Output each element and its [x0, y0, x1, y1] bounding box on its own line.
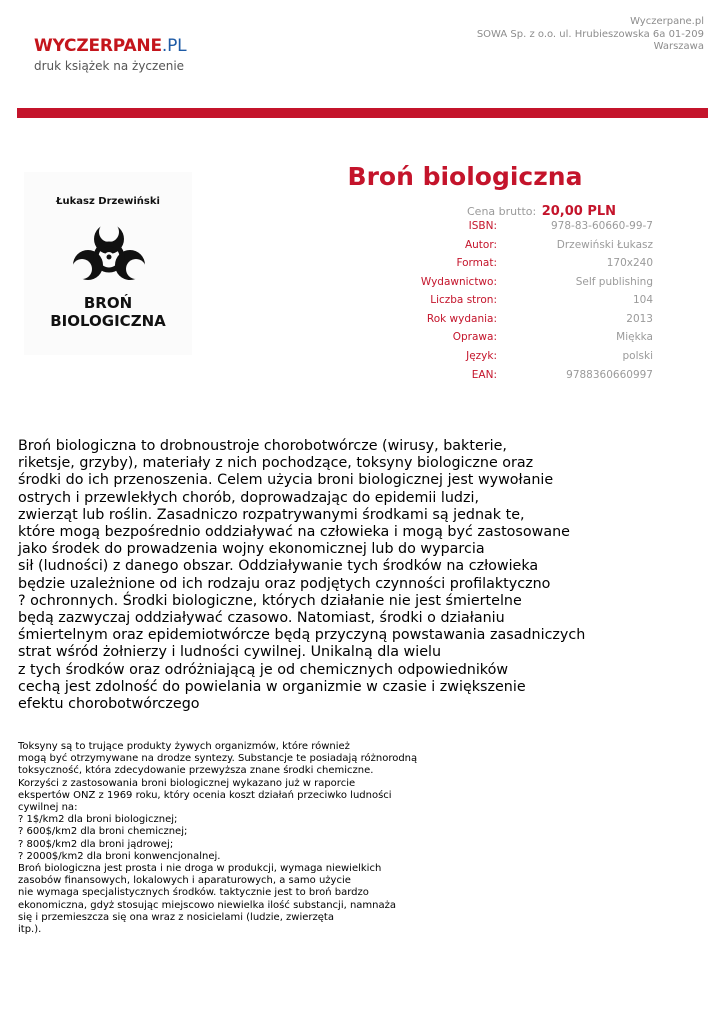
book-description: [18, 438, 718, 713]
logo-suffix: .PL: [161, 36, 187, 56]
biohazard-icon: [59, 219, 159, 291]
spec-label: EAN:: [471, 369, 497, 381]
details-line: Broń biologiczna jest prosta i nie droga w produkcji, wymaga niewielkich: [18, 863, 382, 875]
logo-wordmark: [34, 36, 186, 56]
spec-value: polski: [622, 350, 653, 362]
site-logo[interactable]: [34, 36, 186, 73]
description-line: które mogą bezpośrednio oddziaływać na człowieka i mogą być zastosowane: [18, 524, 570, 541]
company-line: Warszawa: [653, 41, 704, 52]
description-line: będzie uzależnione od ich rodzaju oraz podjętych czynności profilaktyczno: [18, 575, 551, 592]
spec-value: 978-83-60660-99-7: [550, 220, 653, 232]
book-title: Broń biologiczna: [347, 162, 583, 191]
details-line: ? 800$/km2 dla broni jądrowej;: [18, 838, 174, 850]
description-line: zwierząt lub roślin. Zasadniczo rozpatrywanymi środkami są jednak te,: [18, 506, 525, 523]
spec-row-language: [340, 349, 653, 363]
spec-label: Oprawa:: [452, 331, 497, 343]
logo-tagline: druk książek na życzenie: [34, 59, 185, 73]
spec-row-author: [340, 238, 653, 252]
cover-title: [24, 294, 192, 330]
description-line: z tych środków oraz odróżniającą je od chemicznych odpowiedników: [18, 661, 509, 678]
details-line: się i przemieszcza się ona wraz z nosicielami (ludzie, zwierzęta: [18, 911, 334, 923]
description-line: riketsje, grzyby), materiały z nich pochodzące, toksyny biologiczne oraz: [18, 455, 534, 472]
details-line: ? 600$/km2 dla broni chemicznej;: [18, 826, 188, 838]
spec-value: 2013: [626, 313, 653, 325]
company-info: [477, 16, 704, 54]
description-line: jako środek do prowadzenia wojny ekonomicznej lub do wyparcia: [18, 541, 485, 558]
spec-label: Wydawnictwo:: [420, 276, 497, 288]
spec-row-isbn: [340, 219, 653, 233]
company-line: Wyczerpane.pl: [630, 16, 704, 27]
details-line: itp.).: [18, 924, 42, 936]
spec-label: Autor:: [464, 239, 497, 251]
details-line: cywilnej na:: [18, 802, 78, 814]
price-label: Cena brutto:: [467, 205, 537, 218]
logo-main-text: WYCZERPANE: [34, 36, 162, 56]
description-line: Broń biologiczna to drobnoustroje chorobotwórcze (wirusy, bakterie,: [18, 438, 507, 454]
price-row: [467, 204, 616, 219]
spec-row-year: [340, 312, 653, 326]
cover-title-line: BIOLOGICZNA: [50, 312, 166, 330]
description-line: ? ochronnych. Środki biologiczne, których działanie nie jest śmiertelne: [18, 592, 522, 609]
details-line: ekspertów ONZ z 1969 roku, który ocenia koszt działań przeciwko ludności: [18, 789, 392, 801]
details-line: toksyczność, która zdecydowanie przewyższa znane środki chemiczne.: [18, 765, 374, 777]
description-line: śmiertelnym oraz epidemiotwórcze będą przyczyną powstawania zasadniczych: [18, 627, 586, 644]
book-description-details: [18, 741, 718, 936]
cover-title-line: BROŃ: [83, 294, 133, 312]
spec-value: 104: [632, 294, 653, 306]
description-line: sił (ludności) z danego obszar. Oddziaływanie tych środków na człowieka: [18, 558, 539, 575]
spec-label: ISBN:: [468, 220, 497, 232]
header-divider-bar: [17, 108, 708, 118]
spec-value: Self publishing: [575, 276, 653, 288]
company-line: SOWA Sp. z o.o. ul. Hrubieszowska 6a 01-209: [476, 28, 704, 40]
spec-row-binding: [340, 330, 653, 344]
spec-value: 9788360660997: [566, 369, 653, 381]
description-line: będą zazwyczaj oddziaływać czasowo. Natomiast, środki o działaniu: [18, 610, 505, 627]
details-line: ? 1$/km2 dla broni biologicznej;: [18, 814, 178, 826]
description-line: środki do ich przenoszenia. Celem użycia broni biologicznej jest wywołanie: [18, 472, 554, 489]
description-line: cechą jest zdolność do powielania w organizmie w czasie i zwiększenie: [18, 678, 526, 695]
details-line: nie wymaga specjalistycznych środków. taktycznie jest to broń bardzo: [18, 887, 369, 899]
spec-row-publisher: [340, 275, 653, 289]
spec-label: Język:: [466, 350, 497, 362]
spec-label: Liczba stron:: [430, 294, 497, 306]
details-line: ? 2000$/km2 dla broni konwencjonalnej.: [18, 850, 221, 862]
details-line: mogą być otrzymywane na drodze syntezy. Substancje te posiadają różnorodną: [18, 753, 418, 765]
spec-row-format: [340, 256, 653, 270]
spec-value: 170x240: [606, 257, 653, 269]
spec-label: Rok wydania:: [426, 313, 497, 325]
price-value: 20,00 PLN: [541, 204, 617, 219]
book-cover-image: [24, 172, 192, 355]
details-line: zasobów finansowych, lokalowych i aparaturowych, a samo użycie: [18, 875, 351, 887]
description-line: strat wśród żołnierzy i ludności cywilnej. Unikalną dla wielu: [18, 644, 442, 661]
spec-label: Format:: [456, 257, 497, 269]
cover-author: Łukasz Drzewiński: [56, 196, 160, 207]
description-line: efektu chorobotwórczego: [18, 696, 200, 713]
spec-value: Drzewiński Łukasz: [556, 239, 653, 251]
details-line: ekonomiczna, gdyż stosując miejscowo niewielka ilość substancji, namnaża: [18, 899, 397, 911]
spec-row-ean: [340, 368, 653, 382]
spec-row-pages: [340, 293, 653, 307]
description-line: ostrych i przewlekłych chorób, doprowadzając do epidemii ludzi,: [18, 489, 480, 506]
details-line: Korzyści z zastosowania broni biologicznej wykazano już w raporcie: [18, 777, 356, 789]
spec-value: Miękka: [616, 331, 653, 343]
details-line: Toksyny są to trujące produkty żywych organizmów, które również: [18, 741, 350, 752]
